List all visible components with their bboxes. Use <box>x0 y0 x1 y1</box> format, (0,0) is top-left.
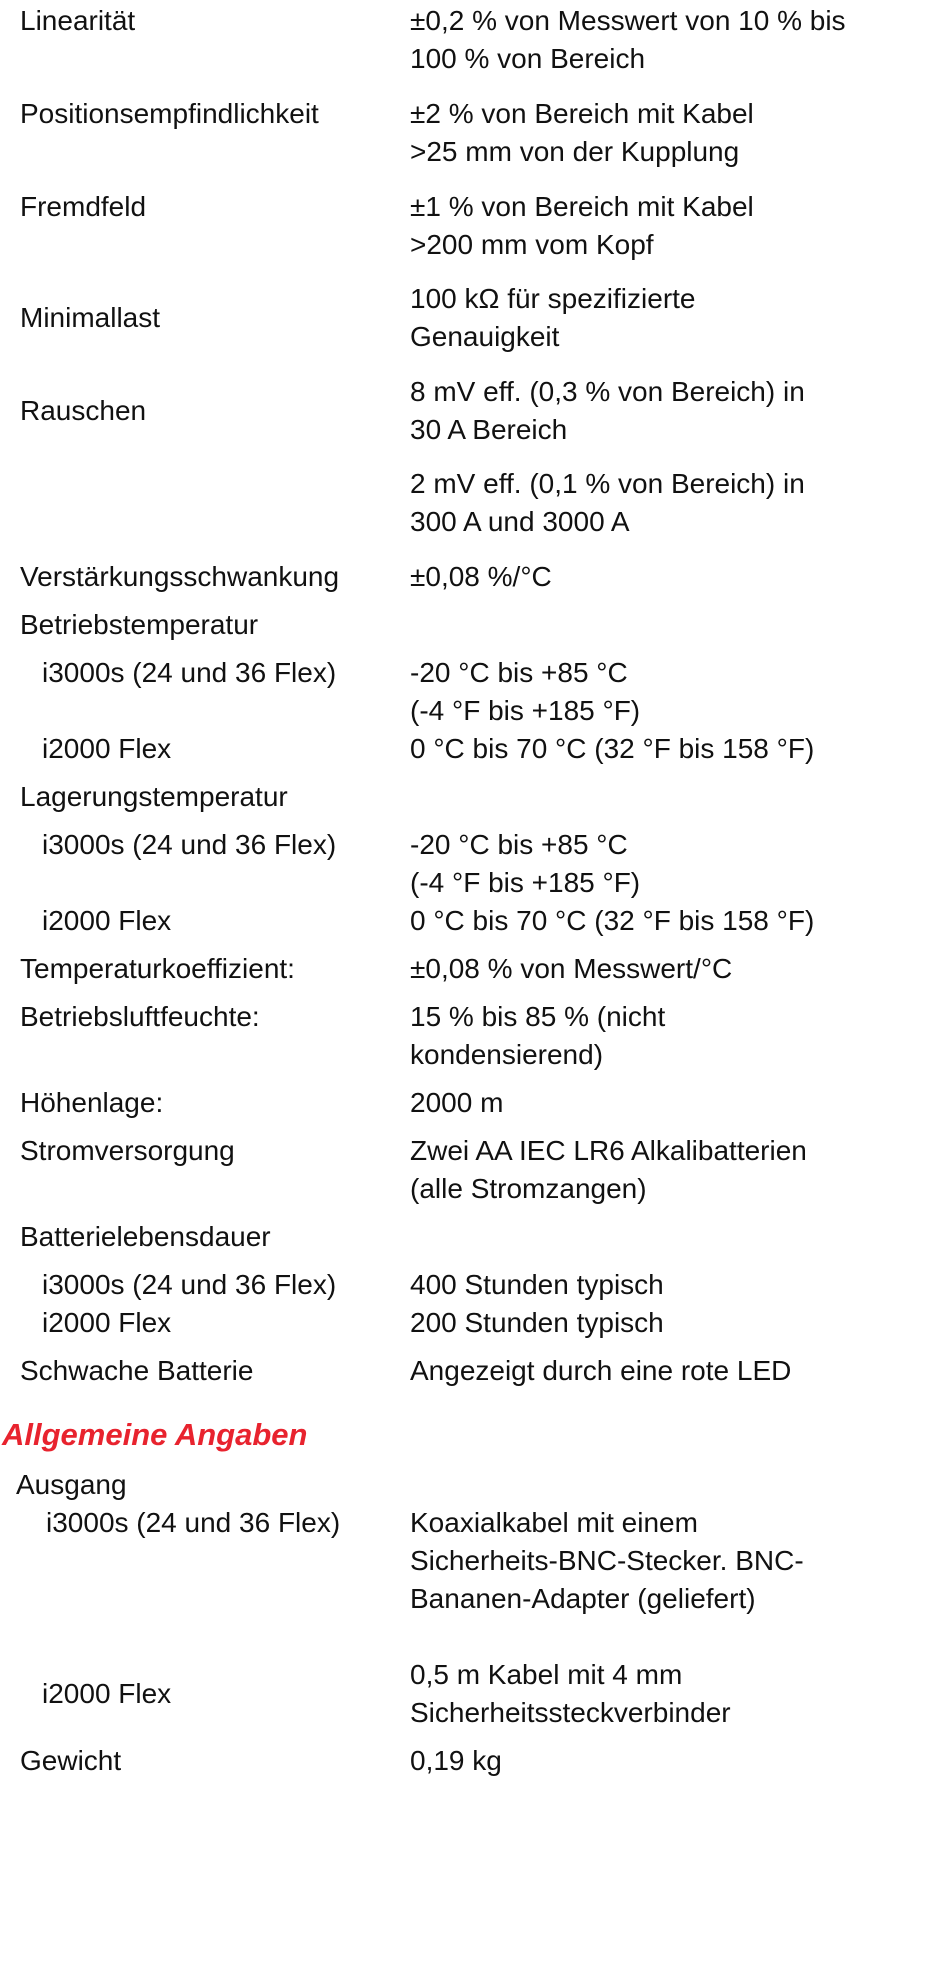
spec-value <box>410 1304 930 1342</box>
spec-value-line: Genauigkeit <box>410 321 560 352</box>
spec-value-line: ±1 % von Bereich mit Kabel <box>410 191 754 222</box>
spec-value <box>410 1656 930 1732</box>
spec-value <box>410 465 930 541</box>
spec-sub-label: i3000s (24 und 36 Flex) <box>42 829 337 860</box>
spec-label: Schwache Batterie <box>20 1355 254 1386</box>
spec-label: Linearität <box>20 5 136 36</box>
spec-group-label: Batterielebensdauer <box>20 1221 271 1252</box>
spec-value-line: ±0,08 %/°C <box>410 561 552 592</box>
spec-value-line: Sicherheitssteckverbinder <box>410 1697 731 1728</box>
spec-value-line: 200 Stunden typisch <box>410 1307 664 1338</box>
spec-label: Fremdfeld <box>20 191 147 222</box>
spec-value-line: >25 mm von der Kupplung <box>410 136 740 167</box>
spec-value-line: ±0,2 % von Messwert von 10 % bis <box>410 5 846 36</box>
spec-value-line: 2 mV eff. (0,1 % von Bereich) in <box>410 468 805 499</box>
spec-value-line: 2000 m <box>410 1087 504 1118</box>
spec-value-line: 400 Stunden typisch <box>410 1269 664 1300</box>
spec-label: Betriebsluftfeuchte: <box>20 1001 260 1032</box>
spec-value <box>410 280 930 356</box>
spec-value-line: (-4 °F bis +185 °F) <box>410 695 641 726</box>
spec-value-line: 0 °C bis 70 °C (32 °F bis 158 °F) <box>410 733 815 764</box>
spec-value-line: kondensierend) <box>410 1039 604 1070</box>
spec-value-line: >200 mm vom Kopf <box>410 229 654 260</box>
spec-value <box>410 1504 930 1618</box>
spec-value-line: -20 °C bis +85 °C <box>410 829 628 860</box>
spec-value <box>410 950 930 988</box>
spec-value <box>410 1352 930 1390</box>
spec-value <box>410 998 930 1074</box>
spec-value <box>410 2 930 78</box>
spec-value-line: (-4 °F bis +185 °F) <box>410 867 641 898</box>
spec-label: Rauschen <box>20 395 147 426</box>
spec-value-line: ±0,08 % von Messwert/°C <box>410 953 733 984</box>
spec-value <box>410 1742 930 1780</box>
spec-value <box>410 902 930 940</box>
spec-sub-label: i3000s (24 und 36 Flex) <box>42 1269 337 1300</box>
spec-value <box>410 1132 930 1208</box>
spec-value-line: 0 °C bis 70 °C (32 °F bis 158 °F) <box>410 905 815 936</box>
spec-value-line: 100 % von Bereich <box>410 43 646 74</box>
spec-value-line: Zwei AA IEC LR6 Alkalibatterien <box>410 1135 807 1166</box>
spec-group-label: Betriebstemperatur <box>20 609 259 640</box>
spec-value-line: ±2 % von Bereich mit Kabel <box>410 98 754 129</box>
spec-sub-label: i2000 Flex <box>42 1678 172 1709</box>
spec-value-line: Angezeigt durch eine rote LED <box>410 1355 792 1386</box>
spec-group-label: Lagerungstemperatur <box>20 781 288 812</box>
spec-value <box>410 95 930 171</box>
spec-value-line: Sicherheits-BNC-Stecker. BNC- <box>410 1545 804 1576</box>
spec-value <box>410 826 930 902</box>
spec-value <box>410 188 930 264</box>
spec-value-line: -20 °C bis +85 °C <box>410 657 628 688</box>
spec-value-line: 30 A Bereich <box>410 414 568 445</box>
spec-value-line: 0,19 kg <box>410 1745 502 1776</box>
spec-value-line: (alle Stromzangen) <box>410 1173 647 1204</box>
spec-value-line: Koaxialkabel mit einem <box>410 1507 698 1538</box>
spec-label: Temperaturkoeffizient: <box>20 953 295 984</box>
spec-value-line: 8 mV eff. (0,3 % von Bereich) in <box>410 376 805 407</box>
spec-sub-label: i2000 Flex <box>42 1307 172 1338</box>
spec-value-line: Bananen-Adapter (geliefert) <box>410 1583 756 1614</box>
spec-value-line: 15 % bis 85 % (nicht <box>410 1001 666 1032</box>
spec-value <box>410 1266 930 1304</box>
spec-label: Stromversorgung <box>20 1135 235 1166</box>
spec-value <box>410 558 930 596</box>
spec-label: Höhenlage: <box>20 1087 164 1118</box>
section-heading-allgemeine-angaben: Allgemeine Angaben <box>2 1417 308 1452</box>
spec-sub-label: i3000s (24 und 36 Flex) <box>46 1507 341 1538</box>
spec-label: Positionsempfindlichkeit <box>20 98 319 129</box>
spec-value <box>410 373 930 449</box>
spec-group-label: Ausgang <box>16 1469 127 1500</box>
spec-label: Verstärkungsschwankung <box>20 561 340 592</box>
spec-sub-label: i2000 Flex <box>42 733 172 764</box>
spec-value-line: 300 A und 3000 A <box>410 506 630 537</box>
spec-label: Minimallast <box>20 302 161 333</box>
spec-sub-label: i3000s (24 und 36 Flex) <box>42 657 337 688</box>
spec-label: Gewicht <box>20 1745 122 1776</box>
spec-value-line: 100 kΩ für spezifizierte <box>410 283 696 314</box>
spec-sub-label: i2000 Flex <box>42 905 172 936</box>
spec-value <box>410 654 930 730</box>
spec-value <box>410 1084 930 1122</box>
spec-value-line: 0,5 m Kabel mit 4 mm <box>410 1659 683 1690</box>
spec-value <box>410 730 930 768</box>
